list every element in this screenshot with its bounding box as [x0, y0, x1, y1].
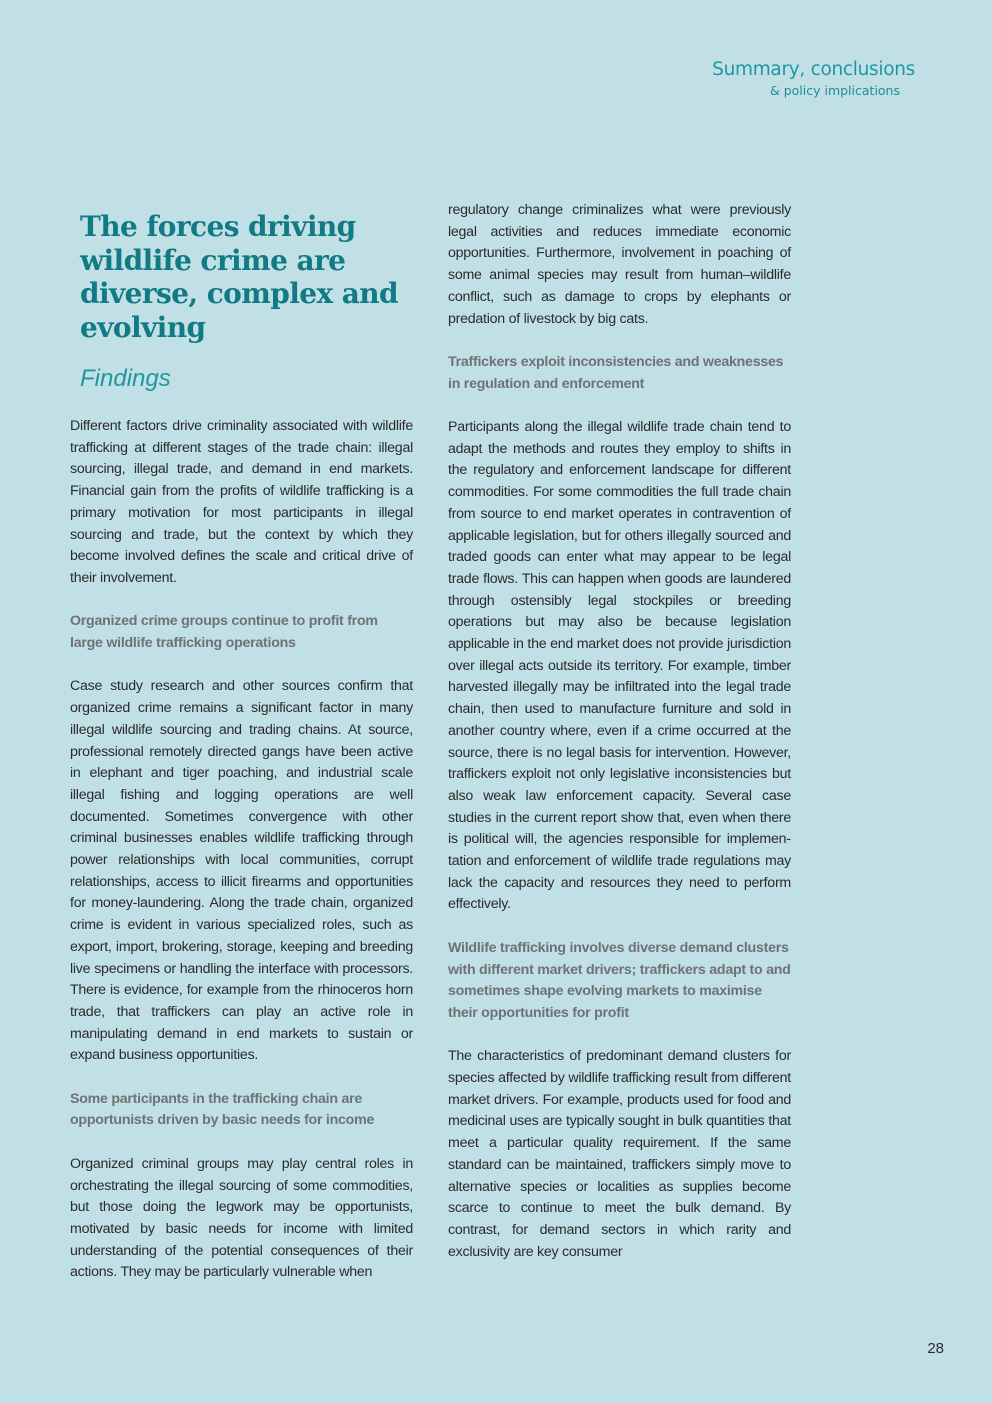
running-header [712, 58, 915, 100]
paragraph: Organized criminal groups may play central roles in orchestrating the illegal sourcing of some commodities, but those doing the legwork may be opportunists, motivated by basic needs for income with limited understanding of the potential consequences of their actions. They may be particularly vulnerable when [70, 1155, 413, 1281]
page-title: The forces driving wildlife crime are diverse, complex and evolving [80, 210, 399, 344]
section-heading: Some participants in the trafficking chain are opportunists driven by basic needs for income [70, 1090, 375, 1129]
section-subtitle: & policy implications [769, 83, 900, 98]
paragraph: Different factors drive criminality associated with wildlife trafficking at different stages of the trade chain: illegal sourcing, illegal trade, and demand in end markets. Financial gain from the profits of wildlife trafficking is a primary motivation for most participants in illegal sourcing and trade, but the context by which they become involved defines the scale and critical drive of their involvement. [70, 418, 413, 586]
paragraph: Participants along the illegal wildlife trade chain tend to adapt the methods and routes they employ to shifts in the regulatory and enforcement landscape for different commodities. For some commodities the full trade chain from source to end market operates in contravention of applicable legislation, but for others illegally sourced and traded goods can enter what may appear to be legal trade flows. This can happen when goods are laundered through ostensibly legal stockpiles or breeding operations but may also be because legislation applicable in the end market does not provide jurisdiction over illegal acts outside its territory. For example, timber harvested illegally may be infiltrated into the legal trade chain, then used to manufacture furniture and sold in another country where, even if a crime occurred at the source, there is no legal basis for intervention. However, traffickers exploit not only legislative inconsistencies but also weak law enforcement capacity. Several case studies in the current report show that, even when there is political will, the agencies responsible for implementation and enforcement of wildlife trade regulations may lack the capacity and resources they need to perform effectively. [448, 419, 791, 913]
right-column [448, 200, 791, 1263]
left-column [70, 416, 413, 1284]
paragraph: The characteristics of predominant demand clusters for species affected by wildlife trafficking result from different market drivers. For example, products used for food and medicinal uses are typically sought in bulk quantities that meet a particular quality requirement. If the same standard can be maintained, traffickers simply move to alternative species or localities as supplies become scarce to continue to meet the bulk demand. By contrast, for demand sectors in which rarity and exclusivity are key consumer [448, 1048, 791, 1260]
section-heading: Wildlife trafficking involves diverse demand clusters with different market drivers; traffickers adapt to and sometimes shape evolving markets to maximise their opportunities for profit [448, 939, 791, 1021]
paragraph: Case study research and other sources confirm that organized crime remains a significant factor in many illegal wildlife sourcing and trading chains. At source, professional remotely directed gangs have been active in elephant and tiger poaching, and industrial scale illegal fishing and logging operations are well documented. Sometimes convergence with other criminal businesses enables wildlife trafficking through power relationships with local communities, corrupt relationships, access to illicit firearms and opportunities for money-laundering. Along the trade chain, organized crime is evident in various specialized roles, such as export, import, brokering, storage, keeping and breeding live specimens or handling the interface with processors. There is evidence, for example from the rhinoceros horn trade, that traffickers can play an active role in manipulating demand in end markets to sustain or expand business opportunities. [70, 678, 413, 1064]
section-title: Summary, conclusions [712, 59, 915, 80]
section-heading: Organized crime groups continue to profit from large wildlife trafficking operations [70, 613, 378, 652]
page-number: 28 [927, 1340, 944, 1357]
section-heading: Traffickers exploit inconsistencies and weaknesses in regulation and enforcement [448, 353, 784, 392]
paragraph: regulatory change criminalizes what were previously legal activities and reduces immediate economic opportunities. Furthermore, involvement in poaching of some animal species may result from human–wildlife conflict, such as damage to crops by elephants or predation of livestock by big cats. [448, 202, 791, 327]
page-subtitle: Findings [80, 365, 171, 392]
